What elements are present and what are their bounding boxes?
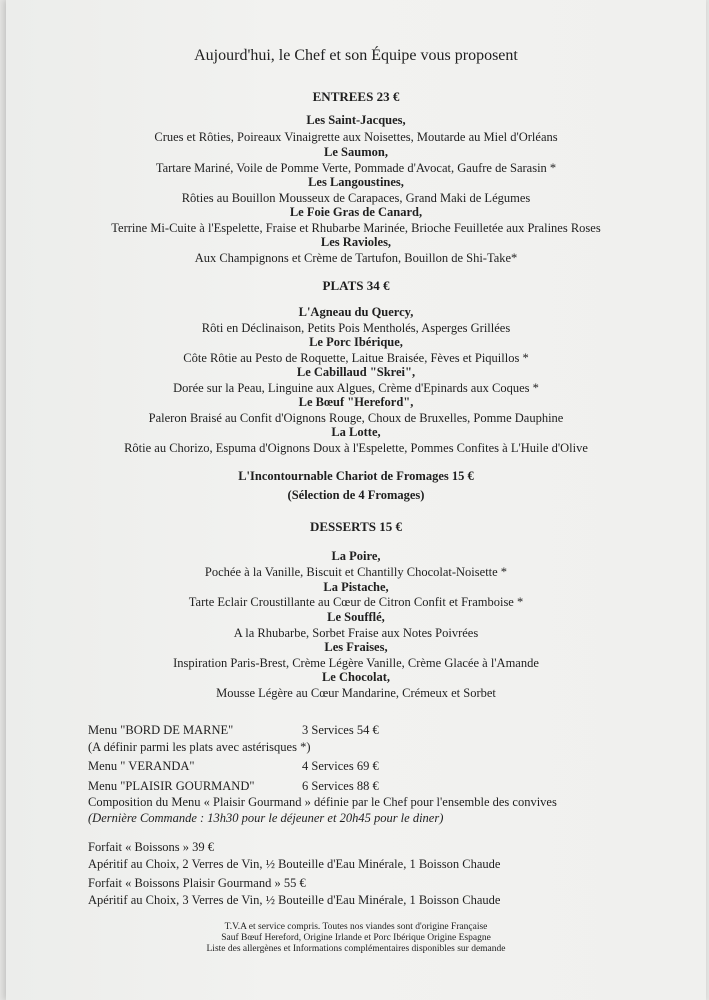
entree-name: Le Saumon,	[324, 145, 388, 159]
entree-name: Les Langoustines,	[308, 175, 404, 189]
entree-name: Le Foie Gras de Canard,	[289, 205, 423, 219]
last-order-note: (Dernière Commande : 13h30 pour le déjeuner et 20h45 pour le diner)	[88, 811, 444, 825]
footer-line: Sauf Bœuf Hereford, Origine Irlande et Porc Ibérique Origine Espagne	[221, 933, 491, 943]
dessert-name: Le Chocolat,	[321, 670, 391, 684]
menu-row	[88, 723, 379, 738]
plats-heading: PLATS 34 €	[322, 278, 390, 293]
desserts-heading: DESSERTS 15 €	[309, 519, 403, 534]
entree-desc: Aux Champignons et Crème de Tartufon, Bouillon de Shi-Take*	[194, 251, 518, 265]
entree-desc: Terrine Mi-Cuite à l'Espelette, Fraise et Rhubarbe Marinée, Brioche Feuilletée aux Pralines Roses	[111, 221, 601, 235]
forfait-label: Forfait « Boissons Plaisir Gourmand » 55 €	[88, 876, 306, 890]
plat-name: L'Agneau du Quercy,	[298, 305, 414, 319]
intro-line: Aujourd'hui, le Chef et son Équipe vous proposent	[194, 47, 518, 64]
plat-name: La Lotte,	[331, 425, 381, 439]
entree-desc: Tartare Mariné, Voile de Pomme Verte, Pommade d'Avocat, Gaufre de Sarasin *	[155, 161, 557, 175]
footer-line: T.V.A et service compris. Toutes nos viandes sont d'origine Française	[224, 922, 488, 932]
dessert-name: Les Fraises,	[324, 640, 388, 654]
forfait-label: Forfait « Boissons » 39 €	[88, 840, 215, 854]
plat-name: Le Porc Ibérique,	[309, 335, 403, 349]
dessert-desc: Mousse Légère au Cœur Mandarine, Crémeux et Sorbet	[216, 686, 496, 700]
menu-label: Menu "BORD DE MARNE"	[88, 723, 234, 737]
entree-name: Les Saint-Jacques,	[306, 113, 406, 127]
plat-desc: Paleron Braisé au Confit d'Oignons Rouge, Choux de Bruxelles, Pomme Dauphine	[148, 411, 564, 425]
menu-price: 3 Services 54 €	[302, 723, 379, 737]
fromages-subtitle: (Sélection de 4 Fromages)	[287, 488, 425, 502]
menu-label: Menu "PLAISIR GOURMAND"	[88, 779, 255, 793]
plat-desc: Dorée sur la Peau, Linguine aux Algues, Crème d'Epinards aux Coques *	[173, 381, 539, 395]
menu-price: 6 Services 88 €	[302, 779, 379, 793]
dessert-desc: Pochée à la Vanille, Biscuit et Chantilly Chocolat-Noisette *	[204, 565, 508, 579]
dessert-name: La Poire,	[331, 549, 381, 563]
dessert-name: Le Soufflé,	[327, 610, 385, 624]
menu-label: Menu " VERANDA"	[88, 759, 195, 773]
dessert-desc: Tarte Eclair Croustillante au Cœur de Citron Confit et Framboise *	[188, 595, 524, 609]
plat-desc: Rôtie au Chorizo, Espuma d'Oignons Doux à l'Espelette, Pommes Confites à L'Huile d'Olive	[124, 441, 588, 455]
plat-name: Le Cabillaud "Skrei",	[296, 365, 416, 379]
entree-desc: Crues et Rôties, Poireaux Vinaigrette aux Noisettes, Moutarde au Miel d'Orléans	[154, 130, 558, 144]
plat-desc: Rôti en Déclinaison, Petits Pois Mentholés, Asperges Grillées	[201, 321, 511, 335]
menu-note: (A définir parmi les plats avec astérisques *)	[88, 740, 311, 754]
menu-row	[88, 779, 379, 794]
dessert-desc: A la Rhubarbe, Sorbet Fraise aux Notes Poivrées	[233, 626, 479, 640]
plat-name: Le Bœuf "Hereford",	[298, 395, 414, 409]
menu-row	[88, 759, 379, 774]
fromages-title: L'Incontournable Chariot de Fromages 15 €	[238, 469, 474, 483]
menu-note: Composition du Menu « Plaisir Gourmand » définie par le Chef pour l'ensemble des convives	[88, 795, 557, 809]
menu-price: 4 Services 69 €	[302, 759, 379, 773]
entree-desc: Rôties au Bouillon Mousseux de Carapaces, Grand Maki de Légumes	[181, 191, 531, 205]
dessert-name: La Pistache,	[323, 580, 389, 594]
forfait-desc: Apéritif au Choix, 2 Verres de Vin, ½ Bouteille d'Eau Minérale, 1 Boisson Chaude	[88, 857, 501, 871]
dessert-desc: Inspiration Paris-Brest, Crème Légère Vanille, Crème Glacée à l'Amande	[173, 656, 539, 670]
menu-page	[6, 0, 706, 1000]
footer-line: Liste des allergènes et Informations complémentaires disponibles sur demande	[206, 944, 506, 954]
plat-desc: Côte Rôtie au Pesto de Roquette, Laitue Braisée, Fèves et Piquillos *	[183, 351, 529, 365]
forfait-desc: Apéritif au Choix, 3 Verres de Vin, ½ Bouteille d'Eau Minérale, 1 Boisson Chaude	[88, 893, 501, 907]
entrees-heading: ENTREES 23 €	[312, 89, 400, 104]
entree-name: Les Ravioles,	[320, 235, 392, 249]
